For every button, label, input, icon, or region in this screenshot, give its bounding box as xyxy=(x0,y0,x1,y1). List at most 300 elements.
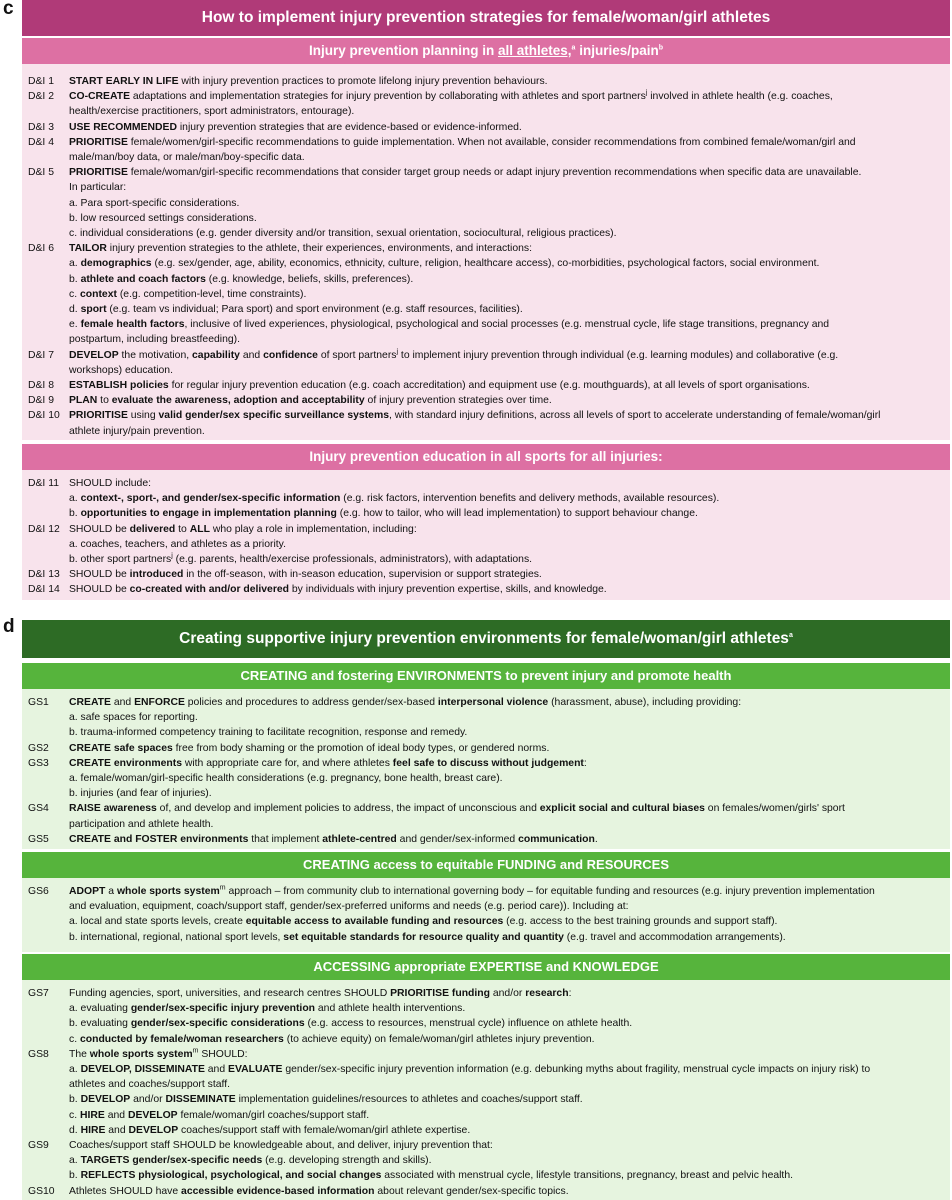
recommendation-text xyxy=(69,1077,942,1092)
text: female/woman/girl-specific recommendations that consider target group needs or adapt injury prevention recommendations when specific data are unavailable. xyxy=(127,167,862,179)
recommendation-code: GS2 xyxy=(28,742,49,754)
recommendation-continuation xyxy=(28,914,942,929)
recommendation-text xyxy=(69,287,942,302)
recommendation-code: GS5 xyxy=(28,833,49,845)
recommendation-row xyxy=(28,393,942,408)
emphasis: gender/sex-specific injury prevention xyxy=(130,1003,316,1015)
recommendation-code xyxy=(28,817,69,832)
recommendation-code xyxy=(28,317,69,332)
recommendation-text xyxy=(69,552,942,567)
recommendation-continuation xyxy=(28,1001,942,1016)
recommendation-text xyxy=(69,1138,942,1153)
recommendation-text xyxy=(69,74,942,89)
emphasis: DEVELOP xyxy=(127,1109,178,1121)
recommendation-continuation xyxy=(28,1032,942,1047)
emphasis: whole sports system xyxy=(116,886,220,897)
emphasis: CREATE environments xyxy=(69,757,182,769)
recommendation-text xyxy=(69,1032,942,1047)
recommendation-text xyxy=(69,695,942,710)
recommendation-row xyxy=(28,378,942,393)
recommendation-continuation xyxy=(28,537,942,552)
recommendation-text xyxy=(69,1092,942,1107)
emphasis: ENFORCE xyxy=(134,697,185,708)
text: SHOULD be xyxy=(69,569,130,581)
text: b. low resourced settings considerations. xyxy=(69,212,257,224)
footnote-marker: a xyxy=(571,44,576,52)
recommendation-continuation xyxy=(28,899,942,914)
text: female/women/girl-specific recommendations to guide implementation. When not available, consider recommendations from combined female/woman/girl and xyxy=(127,136,856,148)
recommendation-code xyxy=(28,104,69,119)
footnote-marker: j xyxy=(645,89,648,97)
recommendation-code: GS7 xyxy=(28,988,49,999)
section-title-text: injuries/pain xyxy=(575,43,659,58)
recommendation-text xyxy=(69,1047,942,1062)
recommendation-row xyxy=(28,986,942,1001)
recommendation-code xyxy=(28,1123,69,1138)
recommendation-text xyxy=(69,930,942,945)
recommendation-text xyxy=(69,180,942,195)
recommendation-text xyxy=(69,786,942,801)
text: SHOULD: xyxy=(198,1048,248,1060)
text: implementation guidelines/resources to athletes and coaches/support staff. xyxy=(235,1094,583,1106)
recommendation-code xyxy=(28,332,69,347)
text: b. trauma-informed competency training to facilitate recognition, response and remedy. xyxy=(69,727,468,739)
text: and xyxy=(105,1124,129,1136)
text: and xyxy=(239,349,264,361)
text: a. coaches, teachers, and athletes as a priority. xyxy=(69,538,286,550)
text: SHOULD be xyxy=(69,584,130,596)
text: adaptations and implementation strategies for injury prevention by collaborating with athletes and sport partners xyxy=(130,91,646,103)
recommendation-continuation xyxy=(28,302,942,317)
recommendation-text xyxy=(69,725,942,740)
text: The xyxy=(69,1048,90,1060)
emphasis: set equitable standards for resource quality and quantity xyxy=(283,931,564,943)
recommendation-row xyxy=(28,241,942,256)
recommendation-continuation xyxy=(28,104,942,119)
emphasis: introduced xyxy=(129,569,184,581)
recommendation-continuation xyxy=(28,710,942,725)
text: on females/women/girls' sport xyxy=(704,803,845,815)
text: of, and develop and implement policies to address, the impact of unconscious and xyxy=(156,803,540,815)
recommendation-continuation xyxy=(28,1077,942,1092)
emphasis: confidence xyxy=(263,349,318,361)
recommendation-text xyxy=(69,408,942,423)
panel-d-letter: d xyxy=(3,616,15,637)
recommendation-continuation xyxy=(28,771,942,786)
emphasis: START EARLY IN LIFE xyxy=(69,76,179,87)
text: : xyxy=(583,757,587,769)
emphasis: DISSEMINATE xyxy=(165,1094,236,1106)
recommendation-text xyxy=(69,302,942,317)
text: a. evaluating xyxy=(69,1003,131,1015)
recommendation-code xyxy=(28,552,69,567)
text: for regular injury prevention education (e.g. coach accreditation) and equipment use (e.g. mouthguards), at all levels of sport organisations. xyxy=(168,380,810,392)
recommendation-text xyxy=(69,1123,942,1138)
recommendation-row xyxy=(28,476,942,491)
text: male/man/boy data, or male/man/boy-specific data. xyxy=(69,152,305,164)
emphasis: ALL xyxy=(189,523,210,535)
text: about relevant gender/sex-specific topics. xyxy=(374,1185,569,1197)
text: (e.g. access to resources, menstrual cycle) influence on athlete health. xyxy=(304,1018,633,1030)
recommendation-code: D&I 12 xyxy=(28,523,60,535)
text: athlete injury/pain prevention. xyxy=(69,425,205,437)
recommendation-continuation xyxy=(28,1153,942,1168)
text: and/or xyxy=(489,988,526,999)
emphasis: delivered xyxy=(129,523,176,535)
text: athletes and coaches/support staff. xyxy=(69,1079,230,1091)
recommendation-text xyxy=(69,226,942,241)
recommendation-text xyxy=(69,211,942,226)
recommendation-code xyxy=(28,1062,69,1077)
recommendation-row xyxy=(28,1138,942,1153)
recommendation-code xyxy=(28,272,69,287)
emphasis: whole sports system xyxy=(89,1048,193,1060)
text: and xyxy=(110,697,135,708)
emphasis: valid gender/sex specific surveillance systems xyxy=(158,410,389,422)
panel-d-section1-title: CREATING and fostering ENVIRONMENTS to prevent injury and promote health xyxy=(22,663,950,689)
text: by individuals with injury prevention expertise, skills, and knowledge. xyxy=(289,584,607,596)
text: (e.g. developing strength and skills). xyxy=(262,1155,432,1167)
recommendation-text xyxy=(69,1108,942,1123)
recommendation-continuation xyxy=(28,196,942,211)
recommendation-continuation xyxy=(28,1092,942,1107)
recommendation-code xyxy=(28,1108,69,1123)
recommendation-code: D&I 14 xyxy=(28,584,60,596)
recommendation-code xyxy=(28,914,69,929)
recommendation-continuation xyxy=(28,272,942,287)
recommendation-text xyxy=(69,424,942,439)
recommendation-continuation xyxy=(28,424,942,439)
recommendation-row xyxy=(28,832,942,847)
text: associated with menstrual cycle, lifestyle transitions, pregnancy, breast and pelvic health. xyxy=(381,1170,793,1182)
recommendation-text xyxy=(69,363,942,378)
text: and xyxy=(104,1109,128,1121)
emphasis: PRIORITISE xyxy=(69,167,128,179)
text: participation and athlete health. xyxy=(69,818,214,830)
text: Funding agencies, sport, universities, and research centres SHOULD xyxy=(69,988,391,999)
recommendation-code: D&I 9 xyxy=(28,395,54,407)
recommendation-continuation xyxy=(28,1168,942,1183)
emphasis: PLAN xyxy=(69,395,98,407)
text: (e.g. travel and accommodation arrangements). xyxy=(563,931,786,943)
emphasis: TAILOR xyxy=(69,243,107,255)
text: (e.g. knowledge, beliefs, skills, preferences). xyxy=(205,273,414,285)
recommendation-continuation xyxy=(28,930,942,945)
recommendation-code: D&I 13 xyxy=(28,569,60,581)
text: policies and procedures to address gender/sex-based xyxy=(184,697,438,708)
recommendation-code xyxy=(28,196,69,211)
recommendation-text xyxy=(69,378,942,393)
emphasis: PRIORITISE xyxy=(69,410,128,422)
text: a. xyxy=(69,1155,81,1167)
text: female/woman/girl coaches/support staff. xyxy=(177,1109,370,1121)
emphasis: DEVELOP xyxy=(69,349,119,361)
panel-c-title: How to implement injury prevention strategies for female/woman/girl athletes xyxy=(22,0,950,36)
text: a. xyxy=(69,493,81,505)
recommendation-row xyxy=(28,1184,942,1199)
text: a. Para sport-specific considerations. xyxy=(69,197,240,209)
recommendation-text xyxy=(69,832,942,847)
recommendation-continuation xyxy=(28,786,942,801)
recommendation-continuation xyxy=(28,725,942,740)
recommendation-text xyxy=(69,256,942,271)
recommendation-text xyxy=(69,914,942,929)
text: and xyxy=(204,1064,229,1076)
panel-c-section1-body xyxy=(22,64,950,440)
recommendation-row xyxy=(28,801,942,816)
panel-d-title-text: Creating supportive injury prevention environments for female/woman/girl athletes xyxy=(179,630,789,647)
recommendation-code xyxy=(28,363,69,378)
recommendation-text xyxy=(69,491,942,506)
text: SHOULD include: xyxy=(69,478,152,489)
recommendation-continuation xyxy=(28,211,942,226)
recommendation-row xyxy=(28,74,942,89)
section-title-text: Injury prevention planning in xyxy=(308,43,498,58)
text: free from body shaming or the promotion of ideal body types, or gendered norms. xyxy=(172,742,550,754)
recommendation-code xyxy=(28,491,69,506)
recommendation-continuation xyxy=(28,287,942,302)
emphasis: communication xyxy=(518,833,595,845)
recommendation-code xyxy=(28,1153,69,1168)
recommendation-text xyxy=(69,196,942,211)
panel-d-section3-title: ACCESSING appropriate EXPERTISE and KNOWLEDGE xyxy=(22,954,950,980)
recommendation-text xyxy=(69,741,942,756)
emphasis: sport xyxy=(80,304,107,316)
panel-c-section2-body xyxy=(22,470,950,600)
recommendation-code xyxy=(28,256,69,271)
text: b. xyxy=(69,273,81,285)
emphasis: CREATE safe spaces xyxy=(69,742,173,754)
recommendation-text xyxy=(69,506,942,521)
recommendation-row xyxy=(28,567,942,582)
recommendation-code: D&I 3 xyxy=(28,121,54,133)
text: b. xyxy=(69,508,81,520)
text: d. xyxy=(69,304,81,316)
text: and/or xyxy=(130,1094,166,1106)
emphasis: gender/sex-specific considerations xyxy=(130,1018,305,1030)
emphasis: EVALUATE xyxy=(228,1064,283,1076)
text: to xyxy=(97,395,112,407)
text: and gender/sex-informed xyxy=(396,833,519,845)
footnote-marker: a xyxy=(788,631,793,639)
text: involved in athlete health (e.g. coaches, xyxy=(647,91,833,103)
recommendation-text xyxy=(69,165,942,180)
text: (e.g. team vs individual; Para sport) and sport environment (e.g. staff resources, facilities). xyxy=(106,304,523,316)
recommendation-row xyxy=(28,408,942,423)
text: (e.g. access to the best training grounds and support staff). xyxy=(503,916,778,928)
recommendation-code xyxy=(28,180,69,195)
recommendation-continuation xyxy=(28,332,942,347)
emphasis: DEVELOP xyxy=(128,1124,179,1136)
recommendation-text xyxy=(69,582,942,597)
recommendation-code xyxy=(28,302,69,317)
recommendation-code xyxy=(28,1016,69,1031)
recommendation-code xyxy=(28,537,69,552)
recommendation-row xyxy=(28,582,942,597)
recommendation-continuation xyxy=(28,317,942,332)
recommendation-continuation xyxy=(28,226,942,241)
recommendation-code: GS3 xyxy=(28,757,49,769)
panel-d-title xyxy=(22,620,950,658)
recommendation-text xyxy=(69,817,942,832)
text: SHOULD be xyxy=(69,523,130,535)
panel-d-section2-body xyxy=(22,878,950,952)
recommendation-code: D&I 11 xyxy=(28,478,59,489)
recommendation-text xyxy=(69,317,942,332)
recommendation-code: D&I 4 xyxy=(28,136,54,148)
emphasis: PRIORITISE funding xyxy=(390,988,490,999)
emphasis: opportunities to engage in implementation planning xyxy=(80,508,337,520)
text: In particular: xyxy=(69,182,127,194)
text: a. xyxy=(69,1064,81,1076)
text: with injury prevention practices to promote lifelong injury prevention behaviours. xyxy=(178,76,548,87)
recommendation-code: D&I 10 xyxy=(28,410,60,422)
emphasis: DEVELOP, DISSEMINATE xyxy=(80,1064,205,1076)
recommendation-text xyxy=(69,1062,942,1077)
emphasis: CO-CREATE xyxy=(69,91,130,103)
text: c. xyxy=(69,288,80,300)
recommendation-code: D&I 5 xyxy=(28,167,54,179)
text: coaches/support staff with female/woman/girl athlete expertise. xyxy=(178,1124,471,1136)
emphasis: capability xyxy=(192,349,240,361)
recommendation-continuation xyxy=(28,1123,942,1138)
recommendation-row xyxy=(28,884,942,899)
recommendation-code xyxy=(28,1032,69,1047)
emphasis: CREATE and FOSTER environments xyxy=(69,833,249,845)
recommendation-text xyxy=(69,1168,942,1183)
recommendation-code xyxy=(28,725,69,740)
emphasis: female health factors xyxy=(80,319,185,331)
emphasis: ESTABLISH policies xyxy=(69,380,169,392)
text: b. injuries (and fear of injuries). xyxy=(69,788,212,800)
emphasis: feel safe to discuss without judgement xyxy=(392,757,584,769)
recommendation-code xyxy=(28,1001,69,1016)
text: (e.g. parents, health/exercise professionals, administrators), with adaptations. xyxy=(172,554,533,566)
emphasis: PRIORITISE xyxy=(69,136,128,148)
recommendation-code: D&I 1 xyxy=(28,76,54,87)
recommendation-code xyxy=(28,1077,69,1092)
text: c. xyxy=(69,1033,80,1045)
text: of injury prevention strategies over time. xyxy=(364,395,552,407)
emphasis: accessible evidence-based information xyxy=(181,1185,375,1197)
recommendation-code xyxy=(28,930,69,945)
recommendation-text xyxy=(69,884,942,899)
section-title-underlined: all athletes, xyxy=(498,43,572,58)
recommendation-row xyxy=(28,741,942,756)
recommendation-code xyxy=(28,226,69,241)
recommendation-code: D&I 6 xyxy=(28,243,54,255)
recommendation-row xyxy=(28,135,942,150)
text: to xyxy=(175,523,190,535)
recommendation-continuation xyxy=(28,552,942,567)
recommendation-text xyxy=(69,135,942,150)
emphasis: DEVELOP xyxy=(80,1094,131,1106)
text: a. female/woman/girl-specific health considerations (e.g. pregnancy, bone health, breast care). xyxy=(69,773,503,785)
text: in the off-season, with in-season education, supervision or support strategies. xyxy=(183,569,542,581)
recommendation-row xyxy=(28,89,942,104)
panel-c-section2-title: Injury prevention education in all sports for all injuries: xyxy=(22,444,950,470)
emphasis: explicit social and cultural biases xyxy=(539,803,705,815)
recommendation-row xyxy=(28,120,942,135)
footnote-marker: m xyxy=(219,884,226,892)
recommendation-continuation xyxy=(28,491,942,506)
recommendation-continuation xyxy=(28,1062,942,1077)
footnote-marker: m xyxy=(192,1047,199,1055)
recommendation-code xyxy=(28,424,69,439)
recommendation-text xyxy=(69,522,942,537)
recommendation-code: D&I 2 xyxy=(28,91,54,103)
recommendation-text xyxy=(69,348,942,363)
text: b. international, regional, national sport levels, xyxy=(69,931,284,943)
recommendation-text xyxy=(69,1153,942,1168)
text: gender/sex-specific injury prevention information (e.g. debunking myths about fragility, menstrual cycle impacts on injury risk) to xyxy=(282,1064,871,1076)
recommendation-text xyxy=(69,89,942,104)
recommendation-text xyxy=(69,710,942,725)
text: who play a role in implementation, including: xyxy=(209,523,417,535)
text: (to achieve equity) on female/woman/girl athletes injury prevention. xyxy=(283,1033,595,1045)
recommendation-text xyxy=(69,120,942,135)
panel-d-section2-title: CREATING access to equitable FUNDING and RESOURCES xyxy=(22,852,950,878)
recommendation-row xyxy=(28,756,942,771)
recommendation-text xyxy=(69,1184,942,1199)
recommendation-code: GS9 xyxy=(28,1140,49,1152)
text: injury prevention strategies to the athlete, their experiences, environments, and interactions: xyxy=(106,243,533,255)
footnote-marker: j xyxy=(171,552,173,560)
recommendation-continuation xyxy=(28,817,942,832)
text: that implement xyxy=(248,833,323,845)
text: (e.g. sex/gender, age, ability, economics, ethnicity, culture, religion, healthcare access), co-morbidities, psychological factors, social environment. xyxy=(151,258,820,270)
recommendation-continuation xyxy=(28,506,942,521)
recommendation-text xyxy=(69,332,942,347)
emphasis: athlete and coach factors xyxy=(80,273,206,285)
recommendation-text xyxy=(69,272,942,287)
recommendation-text xyxy=(69,476,942,491)
emphasis: HIRE xyxy=(79,1109,105,1121)
recommendation-code xyxy=(28,710,69,725)
recommendation-code: GS6 xyxy=(28,886,49,897)
emphasis: athlete-centred xyxy=(322,833,397,845)
recommendation-text xyxy=(69,393,942,408)
text: injury prevention strategies that are evidence-based or evidence-informed. xyxy=(176,121,522,133)
recommendation-text xyxy=(69,1001,942,1016)
recommendation-code xyxy=(28,899,69,914)
text: d. xyxy=(69,1124,81,1136)
text: b. other sport partners xyxy=(69,554,172,566)
text: and evaluation, equipment, coach/support staff, gender/sex-preferred uniforms and needs (e.g. period care)). Including at: xyxy=(69,901,629,913)
footnote-marker: j xyxy=(396,348,399,356)
panel-d-section1-body xyxy=(22,689,950,849)
text: a xyxy=(105,886,117,897)
text: with appropriate care for, and where athletes xyxy=(181,757,393,769)
text: b. xyxy=(69,1170,81,1182)
recommendation-row xyxy=(28,165,942,180)
recommendation-code: GS1 xyxy=(28,697,49,708)
footnote-marker: b xyxy=(658,44,664,52)
recommendation-continuation xyxy=(28,363,942,378)
text: using xyxy=(127,410,159,422)
recommendation-code xyxy=(28,1092,69,1107)
recommendation-code xyxy=(28,150,69,165)
recommendation-continuation xyxy=(28,150,942,165)
recommendation-code: D&I 7 xyxy=(28,349,54,361)
emphasis: context xyxy=(79,288,117,300)
text: : xyxy=(568,988,572,999)
text: workshops) education. xyxy=(69,364,173,376)
text: the motivation, xyxy=(118,349,193,361)
recommendation-text xyxy=(69,771,942,786)
recommendation-text xyxy=(69,104,942,119)
text: a. local and state sports levels, create xyxy=(69,916,246,928)
